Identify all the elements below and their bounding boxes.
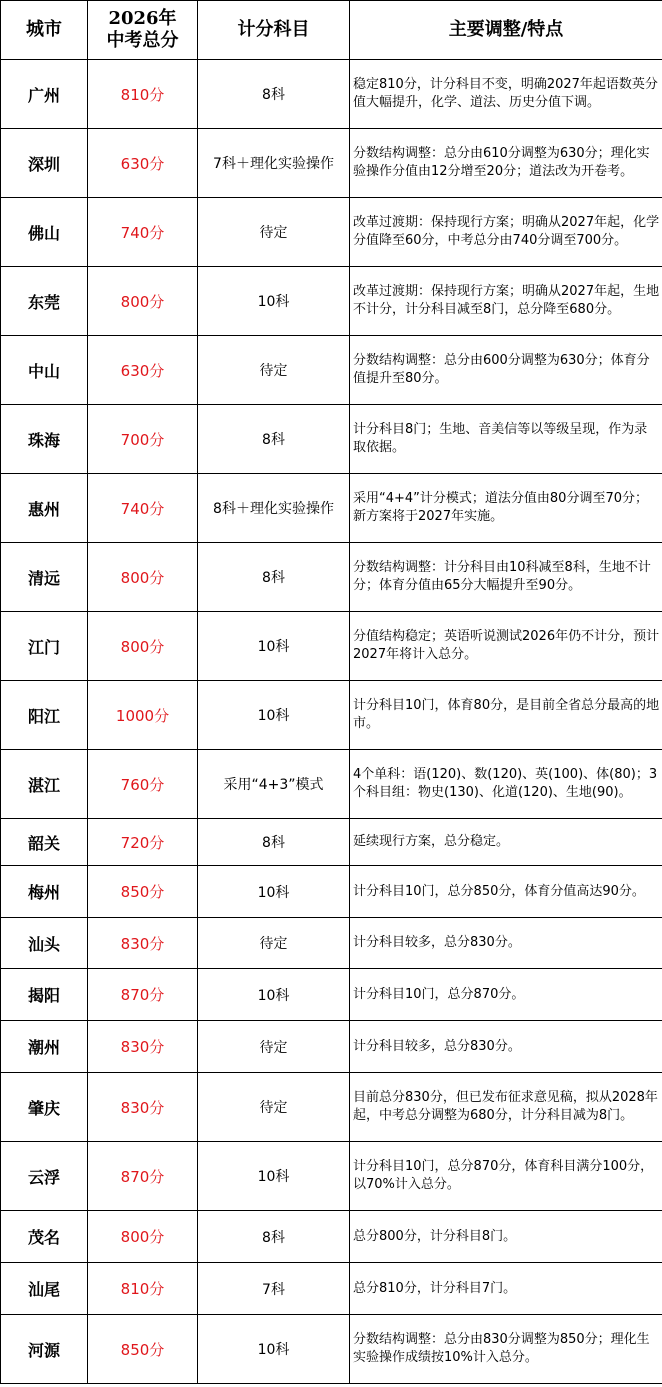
row-subjects: 10科 — [198, 681, 350, 750]
row-total-score: 740分 — [88, 198, 198, 267]
row-subjects: 10科 — [198, 1142, 350, 1211]
row-city: 东莞 — [1, 267, 88, 336]
row-city: 茂名 — [1, 1211, 88, 1263]
row-notes: 延续现行方案，总分稳定。 — [350, 819, 662, 866]
row-total-score: 700分 — [88, 405, 198, 474]
row-total-score: 850分 — [88, 866, 198, 918]
header-total-score — [88, 1, 198, 60]
table-row — [1, 405, 662, 474]
row-total-score: 760分 — [88, 750, 198, 819]
row-subjects: 待定 — [198, 918, 350, 969]
row-subjects: 待定 — [198, 1021, 350, 1073]
row-subjects: 待定 — [198, 336, 350, 405]
row-city: 中山 — [1, 336, 88, 405]
row-subjects: 10科 — [198, 866, 350, 918]
row-total-score: 800分 — [88, 1211, 198, 1263]
table-row — [1, 1021, 662, 1073]
table-row — [1, 969, 662, 1021]
table-row — [1, 750, 662, 819]
row-notes: 计分科目较多，总分830分。 — [350, 918, 662, 969]
row-subjects: 8科 — [198, 405, 350, 474]
table-row — [1, 129, 662, 198]
row-notes: 分数结构调整：总分由830分调整为850分；理化生实验操作成绩按10%计入总分。 — [350, 1315, 662, 1384]
row-notes: 稳定810分，计分科目不变，明确2027年起语数英分值大幅提升，化学、道法、历史分值下调。 — [350, 60, 662, 129]
table-row — [1, 918, 662, 969]
table-row — [1, 612, 662, 681]
row-notes: 总分800分，计分科目8门。 — [350, 1211, 662, 1263]
table-row — [1, 1211, 662, 1263]
row-notes: 计分科目10门，体育80分，是目前全省总分最高的地市。 — [350, 681, 662, 750]
row-subjects: 10科 — [198, 267, 350, 336]
table-row — [1, 1142, 662, 1211]
row-city: 深圳 — [1, 129, 88, 198]
header-notes: 主要调整/特点 — [350, 1, 662, 60]
row-notes: 计分科目较多，总分830分。 — [350, 1021, 662, 1073]
row-city: 揭阳 — [1, 969, 88, 1021]
table-row — [1, 267, 662, 336]
row-notes: 计分科目10门，总分850分，体育分值高达90分。 — [350, 866, 662, 918]
row-notes: 分数结构调整：总分由600分调整为630分；体育分值提升至80分。 — [350, 336, 662, 405]
row-notes: 计分科目10门，总分870分，体育科目满分100分，以70%计入总分。 — [350, 1142, 662, 1211]
header-score-line2: 中考总分 — [106, 30, 179, 51]
row-subjects: 8科 — [198, 819, 350, 866]
row-notes: 分值结构稳定；英语听说测试2026年仍不计分，预计2027年将计入总分。 — [350, 612, 662, 681]
table-row — [1, 336, 662, 405]
table-row — [1, 198, 662, 267]
row-subjects: 待定 — [198, 1073, 350, 1142]
row-total-score: 810分 — [88, 60, 198, 129]
row-city: 韶关 — [1, 819, 88, 866]
row-notes: 4个单科：语(120)、数(120)、英(100)、体(80)；3个科目组：物史(130)、化道(120)、生地(90)。 — [350, 750, 662, 819]
row-subjects: 10科 — [198, 612, 350, 681]
row-city: 清远 — [1, 543, 88, 612]
row-total-score: 740分 — [88, 474, 198, 543]
row-notes: 分数结构调整：总分由610分调整为630分；理化实验操作分值由12分增至20分；道法改为开卷考。 — [350, 129, 662, 198]
row-total-score: 800分 — [88, 543, 198, 612]
row-subjects: 8科＋理化实验操作 — [198, 474, 350, 543]
row-total-score: 830分 — [88, 1073, 198, 1142]
row-subjects: 8科 — [198, 543, 350, 612]
row-notes: 目前总分830分，但已发布征求意见稿，拟从2028年起，中考总分调整为680分，计分科目减为8门。 — [350, 1073, 662, 1142]
row-city: 阳江 — [1, 681, 88, 750]
row-total-score: 850分 — [88, 1315, 198, 1384]
row-subjects: 待定 — [198, 198, 350, 267]
row-city: 潮州 — [1, 1021, 88, 1073]
row-total-score: 800分 — [88, 612, 198, 681]
table-row — [1, 1263, 662, 1315]
header-city: 城市 — [1, 1, 88, 60]
table-row — [1, 543, 662, 612]
row-subjects: 10科 — [198, 969, 350, 1021]
row-city: 云浮 — [1, 1142, 88, 1211]
table-row — [1, 1073, 662, 1142]
row-city: 汕头 — [1, 918, 88, 969]
row-total-score: 830分 — [88, 1021, 198, 1073]
row-notes: 总分810分，计分科目7门。 — [350, 1263, 662, 1315]
row-subjects: 7科＋理化实验操作 — [198, 129, 350, 198]
header-score-line1: 2026年 — [108, 8, 177, 29]
row-total-score: 630分 — [88, 129, 198, 198]
header-subjects: 计分科目 — [198, 1, 350, 60]
row-subjects: 8科 — [198, 1211, 350, 1263]
row-notes: 改革过渡期：保持现行方案；明确从2027年起，化学分值降至60分，中考总分由740分调至700分。 — [350, 198, 662, 267]
row-city: 肇庆 — [1, 1073, 88, 1142]
table-row — [1, 1315, 662, 1384]
table-row — [1, 681, 662, 750]
row-total-score: 870分 — [88, 969, 198, 1021]
row-total-score: 870分 — [88, 1142, 198, 1211]
row-subjects: 7科 — [198, 1263, 350, 1315]
row-total-score: 1000分 — [88, 681, 198, 750]
header-row — [1, 1, 662, 60]
row-notes: 分数结构调整：计分科目由10科减至8科，生地不计分；体育分值由65分大幅提升至90分。 — [350, 543, 662, 612]
row-city: 佛山 — [1, 198, 88, 267]
row-city: 惠州 — [1, 474, 88, 543]
table-row — [1, 474, 662, 543]
row-total-score: 830分 — [88, 918, 198, 969]
row-subjects: 10科 — [198, 1315, 350, 1384]
row-total-score: 800分 — [88, 267, 198, 336]
row-notes: 改革过渡期：保持现行方案；明确从2027年起，生地不计分，计分科目减至8门，总分降至680分。 — [350, 267, 662, 336]
table-row — [1, 866, 662, 918]
row-city: 广州 — [1, 60, 88, 129]
row-total-score: 630分 — [88, 336, 198, 405]
row-city: 珠海 — [1, 405, 88, 474]
row-notes: 计分科目10门，总分870分。 — [350, 969, 662, 1021]
row-notes: 采用“4+4”计分模式；道法分值由80分调至70分；新方案将于2027年实施。 — [350, 474, 662, 543]
row-city: 江门 — [1, 612, 88, 681]
row-total-score: 810分 — [88, 1263, 198, 1315]
row-notes: 计分科目8门；生地、音美信等以等级呈现，作为录取依据。 — [350, 405, 662, 474]
row-city: 汕尾 — [1, 1263, 88, 1315]
row-city: 梅州 — [1, 866, 88, 918]
row-city: 河源 — [1, 1315, 88, 1384]
table-row — [1, 819, 662, 866]
row-city: 湛江 — [1, 750, 88, 819]
row-subjects: 8科 — [198, 60, 350, 129]
table-row — [1, 60, 662, 129]
row-total-score: 720分 — [88, 819, 198, 866]
row-subjects: 采用“4+3”模式 — [198, 750, 350, 819]
